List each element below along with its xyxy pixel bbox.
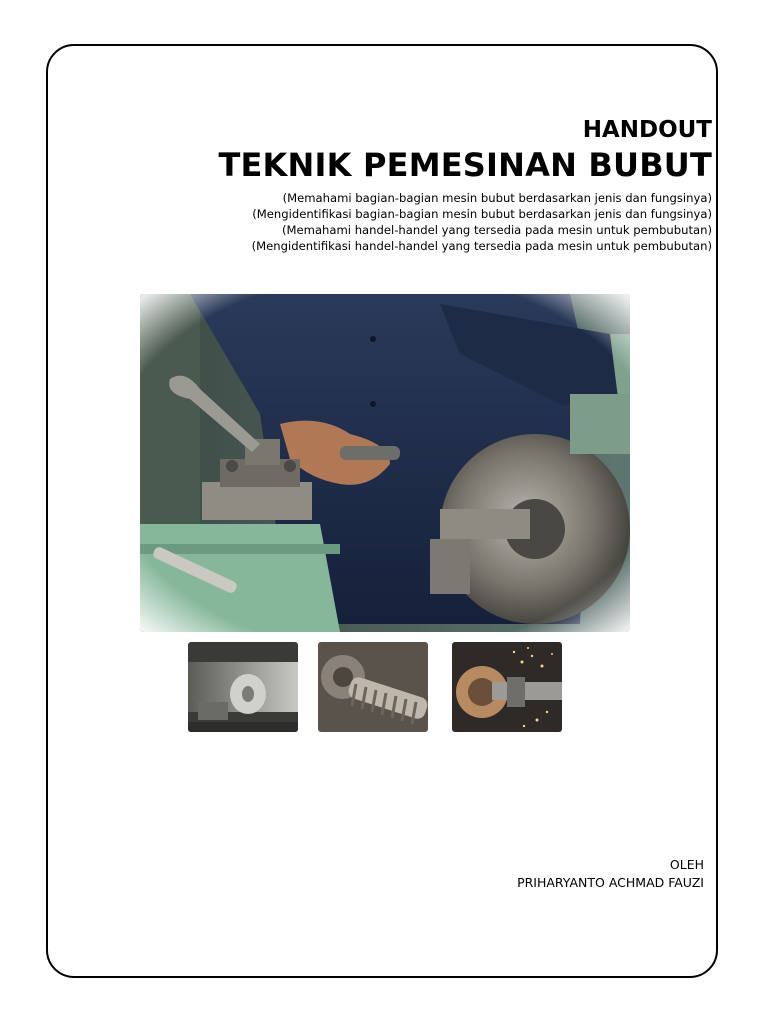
subtitle-line: (Mengidentifikasi handel-handel yang tersedia pada mesin untuk pembubutan) [251,239,712,253]
subtitle-line: (Mengidentifikasi bagian-bagian mesin bubut berdasarkan jenis dan fungsinya) [252,207,712,221]
threading-thumbnail [318,642,428,732]
turning-thumbnail [188,642,298,732]
cutting-sparks-thumbnail [452,642,562,732]
cover-header [112,116,712,254]
subtitle-line: (Memahami bagian-bagian mesin bubut berdasarkan jenis dan fungsinya) [282,191,712,205]
lathe-operator-photo [140,294,630,632]
subtitle-line: (Memahami handel-handel yang tersedia pada mesin untuk pembubutan) [282,223,712,237]
author-name: PRIHARYANTO ACHMAD FAUZI [517,875,704,890]
kicker: HANDOUT [582,117,712,143]
document-title: TEKNIK PEMESINAN BUBUT [218,146,712,184]
author-label: OLEH [669,857,704,872]
author-block [517,856,704,892]
